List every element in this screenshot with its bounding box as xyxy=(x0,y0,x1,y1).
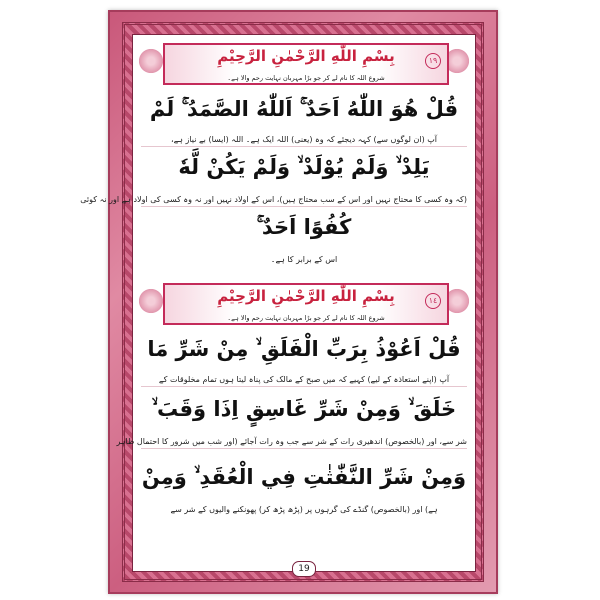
ayah-line: خَلَقَ ۙ وَمِنْ شَرِّ غَاسِقٍ اِذَا وَقَبَ ۙ xyxy=(151,397,457,421)
quran-page xyxy=(80,10,498,594)
ayah-line: يَلِدْ ۙ وَلَمْ يُوْلَدْ ۙ وَلَمْ يَكُنْ لَّهٗ xyxy=(178,155,430,179)
ayah-line: وَمِنْ شَرِّ النَّفّٰثٰتِ فِي الْعُقَدِ ۙ وَمِنْ xyxy=(141,465,467,489)
surah-header xyxy=(163,283,449,325)
ayah-line: قُلْ اَعُوْذُ بِرَبِّ الْفَلَقِ ۙ مِنْ شَرِّ مَا xyxy=(147,337,461,361)
translation-line: آپ (ان لوگوں سے) کہہ دیجئے کہ وہ (یعنی) اللہ ایک ہے۔ اللہ (ایسا) بے نیاز ہے، xyxy=(141,135,467,147)
bismillah: بِسْمِ اللّٰهِ الرَّحْمٰنِ الرَّحِيْمِ xyxy=(217,47,395,65)
ayah-line: كُفُوًا اَحَدٌ ۚ xyxy=(256,215,352,239)
translation-line: آپ (اپنے استعاذہ کے لیے) کہیے کہ میں صبح کے مالک کی پناہ لیتا ہوں تمام مخلوقات کے xyxy=(141,375,467,387)
page-content xyxy=(80,34,476,574)
page-number: 19 xyxy=(292,561,316,577)
bismillah: بِسْمِ اللّٰهِ الرَّحْمٰنِ الرَّحِيْمِ xyxy=(217,287,395,305)
surah-number: ١٤ xyxy=(425,293,441,309)
translation-line: اس کے برابر کا ہے۔ xyxy=(270,255,338,264)
floral-ornament-icon xyxy=(137,287,165,315)
translation-line: شر سے، اور (بالخصوص) اندھیری رات کے شر سے جب وہ رات آجائے (اور شب میں شرور کا احتمال ظاہر xyxy=(141,437,467,449)
bismillah-translation: شروع اللہ کا نام لے کر جو بڑا مہربان نہایت رحم والا ہے۔ xyxy=(227,314,385,322)
translation-line: (کہ وہ کسی کا محتاج نہیں اور اس کے سب محتاج ہیں)، اس کے اولاد نہیں اور نہ وہ کسی کی اولاد ہے اور نہ کوئی xyxy=(141,195,467,207)
floral-ornament-icon xyxy=(137,47,165,75)
surah-number: ١٩ xyxy=(425,53,441,69)
surah-header xyxy=(163,43,449,85)
translation-line: ہے) اور (بالخصوص) گنڈے کی گرہوں پر (پڑھ پڑھ کر) پھونکنے والیوں کے شر سے xyxy=(170,505,438,514)
bismillah-translation: شروع اللہ کا نام لے کر جو بڑا مہربان نہایت رحم والا ہے۔ xyxy=(227,74,385,82)
ayah-line: قُلْ هُوَ اللّٰهُ اَحَدٌ ۚ اَللّٰهُ الصَّمَدُ ۚ لَمْ xyxy=(149,97,459,121)
